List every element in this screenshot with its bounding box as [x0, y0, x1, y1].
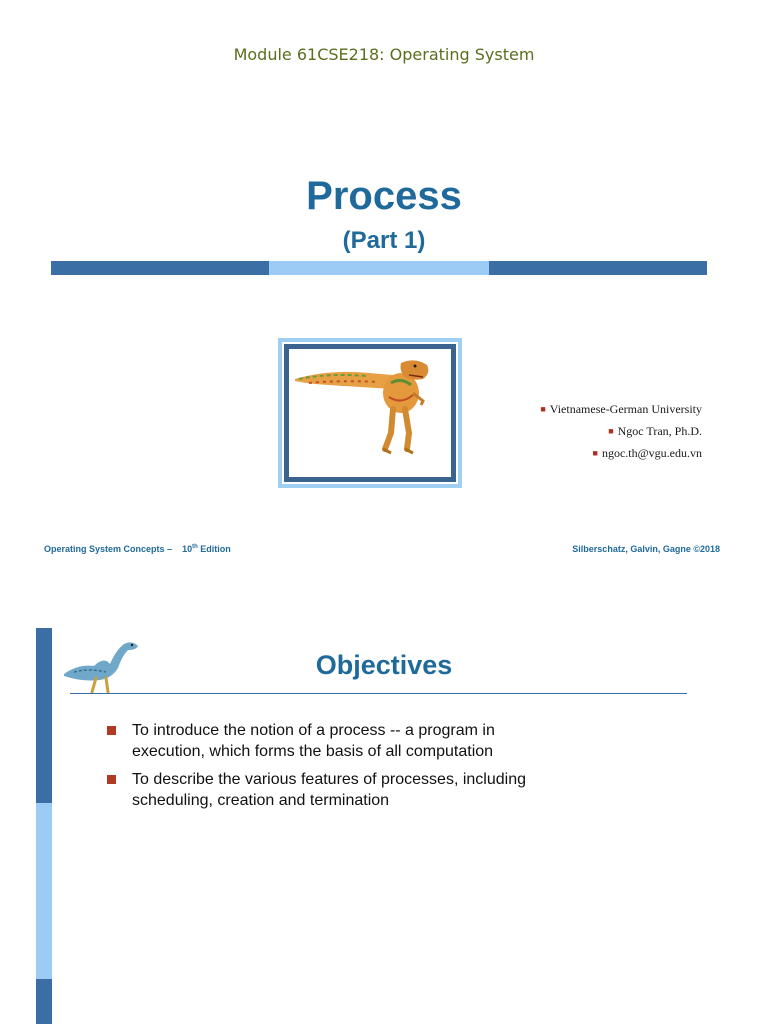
title-band-left — [51, 261, 269, 275]
list-item: To introduce the notion of a process -- a program in execution, which forms the basis of all computation — [107, 720, 627, 762]
footer-book-title: Operating System Concepts – 10th Edition — [44, 544, 231, 554]
objectives-list — [107, 720, 627, 818]
bullet-icon: ■ — [608, 426, 614, 436]
footer-authors: Silberschatz, Galvin, Gagne ©2018 — [572, 544, 720, 554]
info-email: ■ ngoc.th@vgu.edu.vn — [592, 446, 702, 460]
bullet-icon: ■ — [540, 404, 546, 414]
list-item: To describe the various features of processes, including scheduling, creation and termination — [107, 769, 627, 811]
bullet-square-icon — [107, 726, 116, 735]
dinosaur-illustration — [289, 349, 445, 467]
bullet-icon: ■ — [592, 448, 598, 458]
sidebar-band-middle — [36, 803, 52, 979]
title-divider — [70, 693, 687, 694]
author-info — [540, 398, 702, 464]
info-university: ■ Vietnamese-German University — [540, 402, 702, 416]
info-author: ■ Ngoc Tran, Ph.D. — [608, 424, 702, 438]
objectives-title: Objectives — [315, 650, 453, 680]
slide-title: Process — [306, 174, 462, 218]
slide-subtitle: (Part 1) — [342, 227, 426, 254]
sidebar-band-bottom — [36, 979, 52, 1024]
title-band-right — [489, 261, 707, 275]
cover-image-frame — [278, 338, 462, 488]
title-band-middle — [269, 261, 489, 275]
module-title: Module 61CSE218: Operating System — [233, 45, 535, 64]
bullet-square-icon — [107, 775, 116, 784]
